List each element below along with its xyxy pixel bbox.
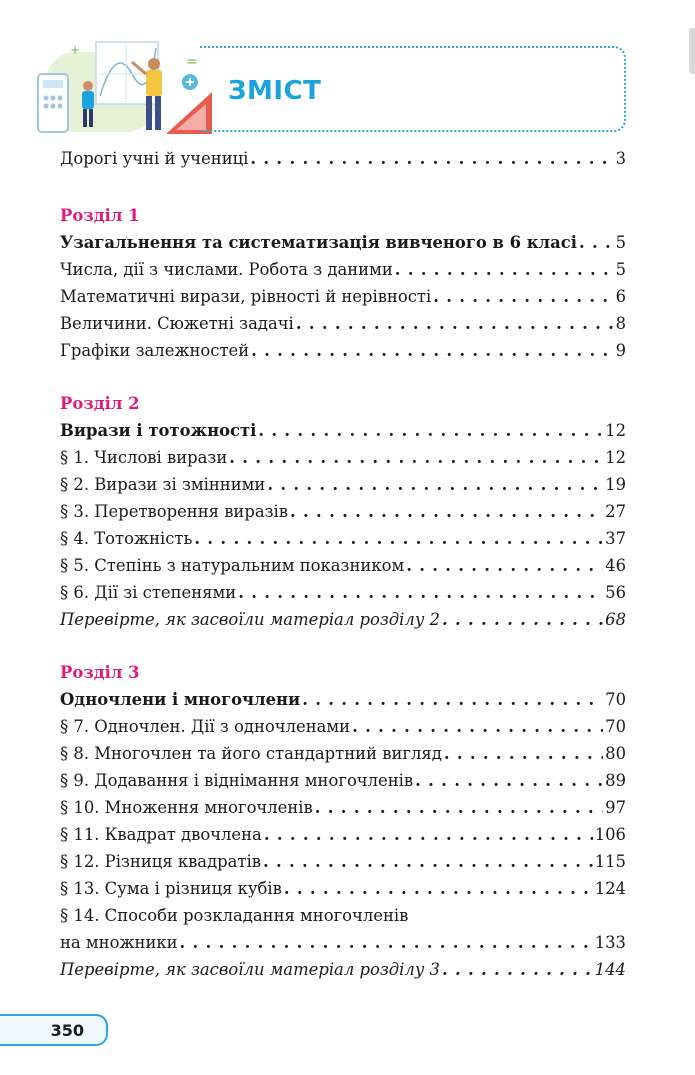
toc-entry[interactable] (60, 767, 626, 794)
dot-leader (284, 875, 593, 902)
dot-leader (579, 229, 614, 256)
toc-entry-page: 89 (605, 771, 626, 790)
dot-leader (442, 956, 593, 983)
toc-entry-title: Узагальнення та систематизація вивченого в 6 класі (60, 233, 577, 252)
toc-entry-multiline-line1[interactable] (60, 902, 626, 929)
toc-entry-title: на множники (60, 933, 178, 952)
dot-leader (406, 552, 603, 579)
toc-entry-page: 12 (605, 421, 626, 440)
dot-leader (302, 686, 603, 713)
dot-leader (442, 606, 603, 633)
table-of-contents (60, 145, 626, 983)
toc-entry-review[interactable] (60, 956, 626, 983)
toc-entry-page: 6 (615, 287, 626, 306)
dot-leader (258, 417, 603, 444)
toc-entry-title: § 14. Способи розкладання многочленів (60, 906, 409, 925)
toc-entry[interactable] (60, 579, 626, 606)
toc-entry-page: 37 (605, 529, 626, 548)
toc-entry-title: § 2. Вирази зі змінними (60, 475, 266, 494)
toc-entry[interactable] (60, 229, 626, 256)
toc-entry-page: 19 (605, 475, 626, 494)
toc-entry-title: Графіки залежностей (60, 341, 250, 360)
dot-leader (315, 794, 603, 821)
toc-entry-title: Математичні вирази, рівності й нерівності (60, 287, 432, 306)
toc-entry[interactable] (60, 444, 626, 471)
dot-leader (395, 256, 614, 283)
dot-leader (290, 498, 603, 525)
svg-text:+: + (70, 43, 81, 57)
toc-entry-page: 133 (594, 933, 626, 952)
svg-text:=: = (186, 54, 198, 70)
dot-leader (250, 145, 613, 172)
toc-entry-page: 106 (594, 825, 626, 844)
toc-entry-page: 5 (615, 233, 626, 252)
dot-leader (194, 525, 603, 552)
page-title: ЗМІСТ (228, 76, 322, 106)
toc-entry-page: 70 (605, 690, 626, 709)
toc-entry[interactable] (60, 471, 626, 498)
dot-leader (296, 310, 614, 337)
toc-entry-title: Дорогі учні й учениці (60, 149, 249, 168)
toc-entry-page: 80 (605, 744, 626, 763)
toc-entry-page: 8 (615, 314, 626, 333)
toc-entry-title: § 13. Сума і різниця кубів (60, 879, 282, 898)
toc-entry[interactable] (60, 848, 626, 875)
toc-entry-page: 46 (605, 556, 626, 575)
toc-entry-title: § 11. Квадрат двочлена (60, 825, 262, 844)
toc-entry-page: 12 (605, 448, 626, 467)
toc-entry-page: 124 (594, 879, 626, 898)
toc-entry-title: § 3. Перетворення виразів (60, 502, 289, 521)
toc-entry[interactable] (60, 740, 626, 767)
toc-entry-page: 144 (594, 960, 626, 979)
dot-leader (263, 848, 593, 875)
header-illustration (36, 34, 216, 138)
toc-entry-page: 5 (615, 260, 626, 279)
toc-entry-page: 9 (615, 341, 626, 360)
toc-entry-title: Одночлени і многочлени (60, 690, 301, 709)
page-number: 350 (50, 1021, 84, 1040)
toc-entry[interactable] (60, 498, 626, 525)
toc-entry-multiline-line2[interactable] (60, 929, 626, 956)
dot-leader (251, 337, 613, 364)
toc-entry[interactable] (60, 283, 626, 310)
toc-entry-review[interactable] (60, 606, 626, 633)
section-heading-2: Розділ 2 (60, 394, 140, 413)
dot-leader (415, 767, 603, 794)
dot-leader (229, 444, 603, 471)
toc-entry-page: 56 (605, 583, 626, 602)
toc-entry-title: Перевірте, як засвоїли матеріал розділу 3 (60, 960, 440, 979)
toc-entry-title: § 5. Степінь з натуральним показником (60, 556, 405, 575)
toc-entry-title: § 8. Многочлен та його стандартний вигляд (60, 744, 442, 763)
dot-leader (264, 821, 593, 848)
student-figure (83, 81, 93, 91)
toc-entry-title: § 12. Різниця квадратів (60, 852, 261, 871)
dot-leader (433, 283, 613, 310)
toc-entry-page: 115 (594, 852, 626, 871)
toc-entry-title: § 9. Додавання і віднімання многочленів (60, 771, 414, 790)
dot-leader (267, 471, 603, 498)
page-edge-tab (689, 28, 695, 74)
toc-entry-title: § 1. Числові вирази (60, 448, 228, 467)
dot-leader (352, 713, 603, 740)
toc-entry-title: Величини. Сюжетні задачі (60, 314, 294, 333)
section-heading-3: Розділ 3 (60, 663, 140, 682)
toc-entry-intro[interactable] (60, 145, 626, 172)
toc-entry[interactable] (60, 337, 626, 364)
toc-entry[interactable] (60, 256, 626, 283)
dot-leader (180, 929, 593, 956)
toc-entry-page: 97 (605, 798, 626, 817)
toc-entry-title: § 4. Тотожність (60, 529, 193, 548)
toc-entry-title: § 7. Одночлен. Дії з одночленами (60, 717, 351, 736)
toc-entry[interactable] (60, 417, 626, 444)
toc-entry-title: Вирази і тотожності (60, 421, 257, 440)
toc-entry-title: Перевірте, як засвоїли матеріал розділу 2 (60, 610, 440, 629)
toc-entry[interactable] (60, 686, 626, 713)
section-heading-1: Розділ 1 (60, 206, 140, 225)
toc-entry[interactable] (60, 552, 626, 579)
toc-entry-page: 70 (605, 717, 626, 736)
toc-entry-page: 27 (605, 502, 626, 521)
page-number-badge (0, 1014, 108, 1046)
dot-leader (444, 740, 603, 767)
toc-entry-page: 3 (615, 149, 626, 168)
toc-entry[interactable] (60, 821, 626, 848)
toc-entry[interactable] (60, 713, 626, 740)
toc-entry[interactable] (60, 875, 626, 902)
toc-entry[interactable] (60, 794, 626, 821)
toc-entry-title: Числа, дії з числами. Робота з даними (60, 260, 393, 279)
dot-leader (238, 579, 603, 606)
toc-entry[interactable] (60, 525, 626, 552)
teacher-figure (148, 58, 160, 70)
toc-entry-title: § 10. Множення многочленів (60, 798, 313, 817)
toc-entry-title: § 6. Дії зі степенями (60, 583, 237, 602)
toc-entry-page: 68 (605, 610, 626, 629)
toc-entry[interactable] (60, 310, 626, 337)
